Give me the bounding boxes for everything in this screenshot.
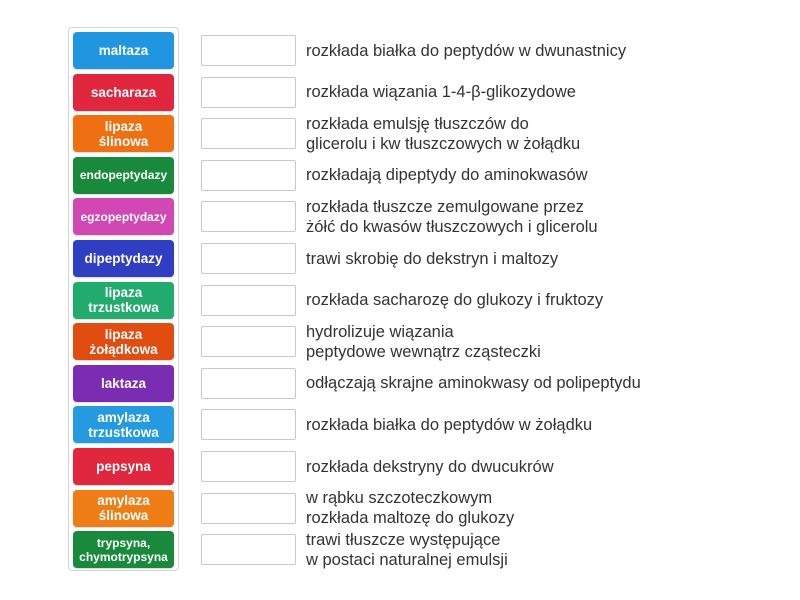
answer-slot[interactable] [201, 35, 296, 66]
answer-slot[interactable] [201, 326, 296, 357]
answer-slot[interactable] [201, 493, 296, 524]
description-text: rozkłada emulsję tłuszczów do glicerolu i kw tłuszczowych w żołądku [306, 114, 581, 153]
answer-slot[interactable] [201, 77, 296, 108]
enzyme-tile[interactable]: dipeptydazy [73, 240, 174, 277]
description-text: rozkłada wiązania 1-4-β-glikozydowe [306, 83, 576, 102]
enzyme-tile[interactable]: sacharaza [73, 74, 174, 111]
enzyme-tile[interactable]: egzopeptydazy [73, 198, 174, 235]
answer-slot[interactable] [201, 409, 296, 440]
answer-slot[interactable] [201, 201, 296, 232]
enzyme-tile[interactable]: lipaza trzustkowa [73, 282, 174, 319]
enzyme-tile[interactable]: amylaza ślinowa [73, 490, 174, 527]
description-text: rozkładają dipeptydy do aminokwasów [306, 166, 588, 185]
answer-slot[interactable] [201, 243, 296, 274]
description-text: trawi tłuszcze występujące w postaci naturalnej emulsji [306, 530, 508, 569]
enzyme-tile[interactable]: lipaza ślinowa [73, 115, 174, 152]
answer-slot[interactable] [201, 160, 296, 191]
description-text: rozkłada dekstryny do dwucukrów [306, 457, 554, 476]
enzyme-tile[interactable]: pepsyna [73, 448, 174, 485]
description-text: trawi skrobię do dekstryn i maltozy [306, 249, 559, 268]
description-text: w rąbku szczoteczkowym rozkłada maltozę do glukozy [306, 489, 515, 528]
answer-slot[interactable] [201, 451, 296, 482]
description-text: rozkłada tłuszcze zemulgowane przez żółć do kwasów tłuszczowych i glicerolu [306, 197, 598, 236]
answer-slot[interactable] [201, 368, 296, 399]
enzyme-tile[interactable]: trypsyna, chymotrypsyna [73, 531, 174, 568]
description-text: hydrolizuje wiązania peptydowe wewnątrz cząsteczki [306, 322, 541, 361]
enzyme-tile[interactable]: amylaza trzustkowa [73, 406, 174, 443]
answer-slot[interactable] [201, 534, 296, 565]
description-text: rozkłada sacharozę do glukozy i fruktozy [306, 291, 604, 310]
description-text: rozkłada białka do peptydów w dwunastnicy [306, 41, 627, 60]
description-text: rozkłada białka do peptydów w żołądku [306, 415, 593, 434]
enzyme-tile[interactable]: endopeptydazy [73, 157, 174, 194]
description-text: odłączają skrajne aminokwasy od polipeptydu [306, 374, 641, 393]
answer-slot[interactable] [201, 118, 296, 149]
answer-slot[interactable] [201, 285, 296, 316]
enzyme-tile[interactable]: maltaza [73, 32, 174, 69]
enzyme-tile[interactable]: lipaza żołądkowa [73, 323, 174, 360]
enzyme-tile[interactable]: laktaza [73, 365, 174, 402]
